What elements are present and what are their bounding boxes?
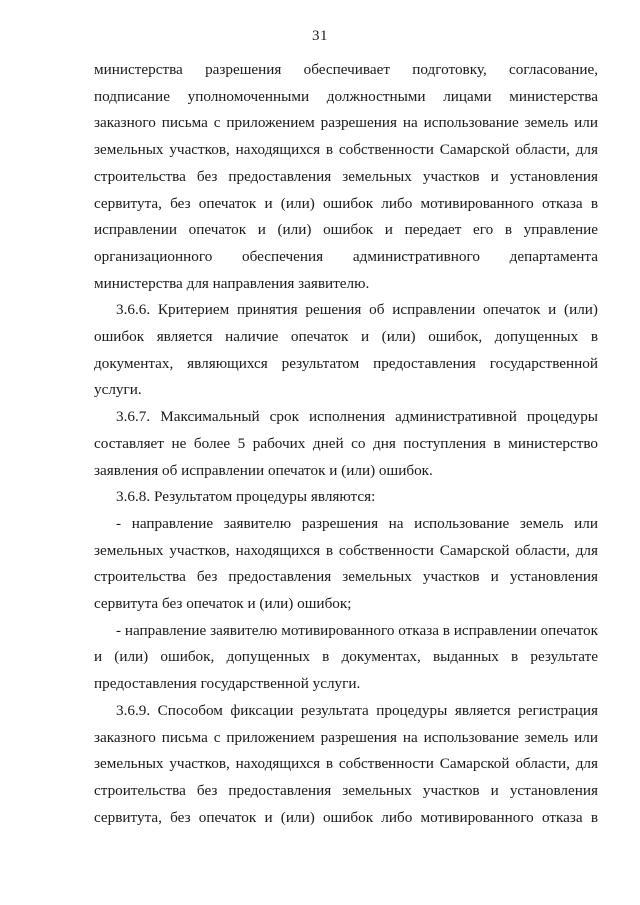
list-item-result-permission: - направление заявителю разрешения на использование земель или земельных участков, находящихся в собственности Самарской области, для строительства без предоставления земельных участков и установления сервитута без опечаток и (или) ошибок;	[94, 514, 598, 613]
paragraph-3-6-8: 3.6.8. Результатом процедуры являются:	[116, 488, 376, 506]
paragraph-3-6-9: 3.6.9. Способом фиксации результата процедуры является регистрация заказного письма с приложением разрешения на использование земель или земельных участков, находящихся в собственности Самарской области, для строительства без предоставления земельных участков и установления сервитута, без опечаток и (или) ошибок либо мотивированного отказа в	[94, 701, 598, 826]
page-number: 31	[312, 28, 328, 44]
list-item-result-refusal: - направление заявителю мотивированного отказа в исправлении опечаток и (или) ошибок, допущенных в документах, выданных в результате предоставления государственной услуги.	[94, 621, 598, 693]
document-body	[94, 57, 598, 831]
paragraph-3-6-7: 3.6.7. Максимальный срок исполнения административной процедуры составляет не более 5 рабочих дней со дня поступления в министерство заявления об исправлении опечаток и (или) ошибок.	[94, 408, 598, 479]
paragraph-continuation: министерства разрешения обеспечивает подготовку, согласование, подписание уполномоченными должностными лицами министерства заказного письма с приложением разрешения на использование земель или земельных участков, находящихся в собственности Самарской области, для строительства без предоставления земельных участков и установления сервитута, без опечаток и (или) ошибок либо мотивированного отказа в исправлении опечаток и (или) ошибок и передает его в управление организационного обеспечения административного департамента министерства для направления заявителю.	[94, 61, 598, 292]
paragraph-3-6-6: 3.6.6. Критерием принятия решения об исправлении опечаток и (или) ошибок является наличие опечаток и (или) ошибок, допущенных в документах, являющихся результатом предоставления государственной услуги.	[94, 301, 598, 399]
